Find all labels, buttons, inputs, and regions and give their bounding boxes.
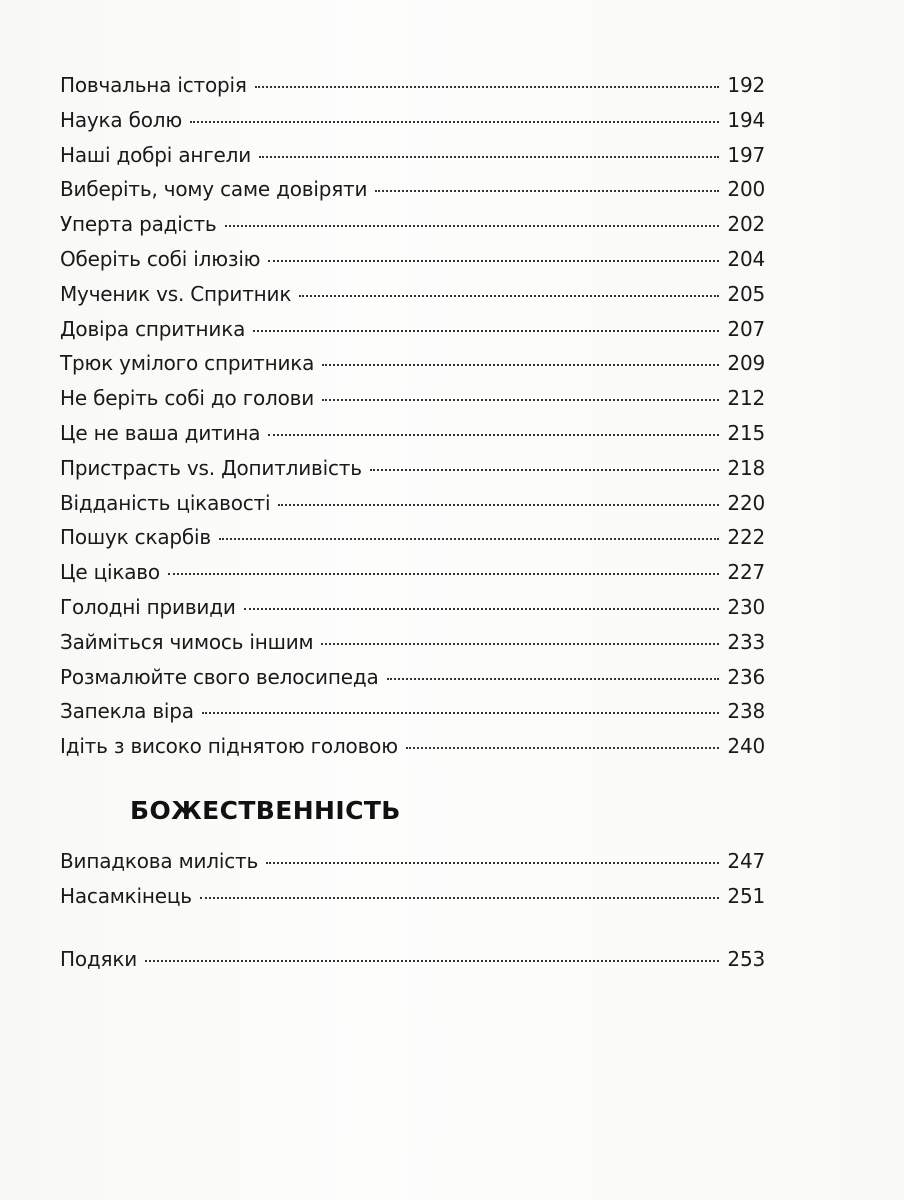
toc-entry-title: Не беріть собі до голови: [60, 386, 315, 411]
toc-entry: [60, 625, 765, 660]
toc-entry: [60, 416, 765, 451]
toc-entry: [60, 660, 765, 695]
toc-entry: [60, 346, 765, 381]
toc-entry-title: Розмалюйте свого велосипеда: [60, 664, 379, 689]
dot-leader: [145, 958, 719, 962]
dot-leader: [299, 293, 719, 297]
toc-entry-title: Запекла віра: [60, 699, 194, 724]
toc-list-part-2: [60, 844, 765, 914]
dot-leader: [375, 188, 719, 192]
toc-entry-page-number: 207: [727, 316, 765, 341]
section-heading: БОЖЕСТВЕННІСТЬ: [130, 796, 401, 825]
toc-entry-page-number: 233: [727, 629, 765, 654]
toc-entry-page-number: 194: [727, 107, 765, 132]
toc-entry-title: Насамкінець: [60, 883, 192, 908]
toc-entry-page-number: 218: [727, 455, 765, 480]
toc-entry: [60, 555, 765, 590]
toc-entry-title: Це не ваша дитина: [60, 420, 261, 445]
toc-entry: [60, 590, 765, 625]
dot-leader: [321, 641, 719, 645]
dot-leader: [244, 606, 720, 610]
toc-entry-page-number: 215: [727, 420, 765, 445]
toc-entry-page-number: 220: [727, 490, 765, 515]
toc-entry-title: Повчальна історія: [60, 73, 247, 97]
toc-entry-page-number: 200: [727, 177, 765, 202]
toc-entry-title: Уперта радість: [60, 212, 217, 237]
toc-entry-title: Довіра спритника: [60, 316, 246, 341]
toc-entry: [60, 694, 765, 729]
toc-entry-title: Це цікаво: [60, 560, 160, 585]
dot-leader: [259, 154, 719, 158]
toc-entry-title: Наука болю: [60, 107, 183, 132]
toc-entry-page-number: 192: [727, 73, 765, 97]
dot-leader: [370, 467, 720, 471]
toc-list-part-1: [60, 68, 765, 764]
toc-entry-title: Випадкова милість: [60, 849, 259, 873]
toc-entry-title: Пристрасть vs. Допитливість: [60, 455, 362, 480]
dot-leader: [406, 745, 720, 749]
toc-entry: [60, 486, 765, 521]
toc-entry-page-number: 236: [727, 664, 765, 689]
toc-entry-page-number: 222: [727, 525, 765, 550]
dot-leader: [253, 328, 719, 332]
toc-entry: [60, 879, 765, 914]
toc-entry: [60, 381, 765, 416]
dot-leader: [278, 502, 719, 506]
toc-entry: [60, 942, 765, 977]
dot-leader: [387, 676, 720, 680]
toc-entry-page-number: 240: [727, 734, 765, 759]
toc-entry-page-number: 205: [727, 281, 765, 306]
toc-entry-page-number: 202: [727, 212, 765, 237]
toc-entry: [60, 312, 765, 347]
toc-entry: [60, 520, 765, 555]
toc-entry-title: Відданість цікавості: [60, 490, 271, 515]
toc-entry: [60, 68, 765, 103]
toc-entry: [60, 103, 765, 138]
toc-entry-page-number: 247: [727, 849, 765, 873]
dot-leader: [255, 84, 720, 88]
toc-entry-title: Трюк умілого спритника: [60, 351, 315, 376]
dot-leader: [268, 432, 719, 436]
toc-entry: [60, 277, 765, 312]
toc-entry-title: Наші добрі ангели: [60, 142, 252, 167]
toc-entry-page-number: 197: [727, 142, 765, 167]
toc-entry-title: Мученик vs. Спритник: [60, 281, 292, 306]
toc-entry-title: Виберіть, чому саме довіряти: [60, 177, 368, 202]
toc-entry: [60, 451, 765, 486]
dot-leader: [200, 895, 720, 899]
toc-entry-page-number: 227: [727, 560, 765, 585]
dot-leader: [190, 119, 719, 123]
toc-entry-page-number: 230: [727, 594, 765, 619]
toc-entry-page-number: 251: [727, 883, 765, 908]
toc-entry-page-number: 253: [727, 947, 765, 971]
toc-entry-title: Займіться чимось іншим: [60, 629, 314, 654]
dot-leader: [268, 258, 719, 262]
toc-entry: [60, 729, 765, 764]
toc-entry-page-number: 212: [727, 386, 765, 411]
toc-entry: [60, 172, 765, 207]
toc-entry-page-number: 204: [727, 246, 765, 271]
toc-entry-title: Оберіть собі ілюзію: [60, 246, 261, 271]
dot-leader: [225, 223, 720, 227]
dot-leader: [266, 860, 719, 864]
dot-leader: [202, 710, 720, 714]
toc-entry-title: Подяки: [60, 947, 138, 971]
dot-leader: [219, 536, 719, 540]
toc-entry: [60, 207, 765, 242]
toc-entry-page-number: 209: [727, 351, 765, 376]
toc-list-part-3: [60, 942, 765, 977]
toc-entry-title: Голодні привиди: [60, 594, 236, 619]
dot-leader: [168, 571, 720, 575]
dot-leader: [322, 397, 719, 401]
toc-entry-title: Пошук скарбів: [60, 525, 211, 550]
toc-entry: [60, 138, 765, 173]
toc-entry: [60, 844, 765, 879]
toc-entry-page-number: 238: [727, 699, 765, 724]
dot-leader: [322, 362, 719, 366]
toc-entry: [60, 242, 765, 277]
toc-entry-title: Ідіть з високо піднятою головою: [60, 734, 398, 759]
